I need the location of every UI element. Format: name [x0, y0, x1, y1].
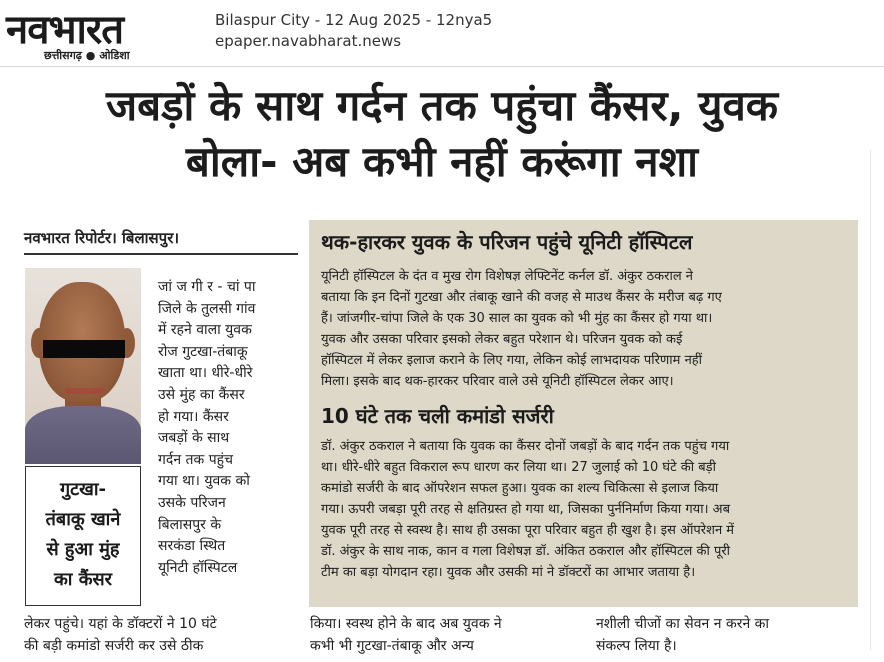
article-line: सरकंडा स्थित: [158, 538, 226, 555]
box-line: था। धीरे-धीरे बहुत विकराल रूप धारण कर लिया था। 27 जुलाई को 10 घंटे की बड़ी: [321, 460, 716, 475]
article-line: खाता था। धीरे-धीरे: [158, 365, 253, 382]
article-continuation-right: [596, 614, 860, 657]
article-line: नशीली चीजों का सेवन न करने का: [596, 616, 770, 632]
header-divider: [0, 66, 884, 67]
box-paragraph-2: [321, 436, 847, 583]
photo-shirt: [25, 406, 141, 464]
byline: नवभारत रिपोर्टर। बिलासपुर।: [24, 229, 180, 247]
article-line: रोज गुटखा-तंबाकू: [158, 343, 248, 360]
box-subheading-1: थक-हारकर युवक के परिजन पहुंचे यूनिटी हॉस्पिटल: [321, 230, 693, 254]
byline-divider: [24, 253, 298, 255]
box-line: युवक पूरी तरह से स्वस्थ है। साथ ही उसका पूरा परिवार बहुत ही खुश है। इस ऑपरेशन में: [321, 523, 735, 538]
box-line: युवक और उसका परिवार इसको लेकर बहुत परेशान थे। परिजन युवक को कई: [321, 332, 683, 347]
article-line: गर्दन तक पहुंच: [158, 451, 233, 468]
article-line: उसे मुंह का कैंसर: [158, 386, 245, 403]
info-box: [309, 220, 858, 607]
logo-text: नवभारत: [6, 7, 124, 53]
box-line: हैं। जांजगीर-चांपा जिले के एक 30 साल का युवक को भी मुंह का कैंसर हो गया था।: [321, 311, 713, 326]
article-line: किया। स्वस्थ होने के बाद अब युवक ने: [310, 616, 502, 632]
box-line: गया। ऊपरी जबड़ा पूरी तरह से क्षतिग्रस्त हो गया था, जिसका पुर्ननिर्माण किया गया। अब: [321, 502, 730, 517]
article-line: जां ज गी र - चां पा: [158, 279, 256, 295]
box-line: कमांडो सर्जरी के बाद ऑपरेशन सफल हुआ। युवक का शल्य चिकित्सा से इलाज किया: [321, 481, 719, 496]
box-line: बताया कि इन दिनों गुटखा और तंबाकू खाने की वजह से माउथ कैंसर के मरीज बढ़ गए: [321, 290, 722, 305]
masthead: [0, 0, 884, 66]
article-line: जिले के तुलसी गांव: [158, 300, 256, 317]
box-line: यूनिटी हॉस्पिटल के दंत व मुख रोग विशेषज्ञ लेफ्टिनेंट कर्नल डॉ. अंकुर ठकराल ने: [321, 269, 693, 284]
photo-eye-censor-bar: [43, 340, 125, 358]
article-line: में रहने वाला युवक: [158, 322, 252, 339]
right-edge-divider: [870, 150, 871, 650]
article-line: संकल्प लिया है।: [596, 637, 677, 654]
article-intro: [158, 277, 288, 579]
logo-subtitle: छत्तीसगढ़ ● ओडिशा: [44, 49, 130, 62]
box-line: मिला। इसके बाद थक-हारकर परिवार वाले उसे यूनिटी हॉस्पिटल लेकर आए।: [321, 374, 674, 389]
patient-photo: [25, 268, 141, 464]
edition-meta: [215, 10, 492, 52]
article-line: कभी भी गुटखा-तंबाकू और अन्य: [310, 637, 474, 654]
edition-line: Bilaspur City - 12 Aug 2025 - 12nya5: [215, 11, 493, 29]
article-line: हो गया। कैंसर: [158, 408, 229, 425]
photo-caption: [25, 466, 141, 606]
article-line: उसके परिजन: [158, 494, 226, 511]
box-line: डॉ. अंकुर के साथ नाक, कान व गला विशेषज्ञ डॉ. अंकित ठकराल और हॉस्पिटल की पूरी: [321, 544, 731, 559]
caption-line: तंबाकू खाने: [45, 509, 121, 530]
box-line: हॉस्पिटल में लेकर इलाज कराने के लिए गया, लेकिन कोई लाभदायक परिणाम नहीं: [321, 353, 703, 368]
article-line: यूनिटी हॉस्पिटल: [158, 559, 238, 576]
article-line: की बड़ी कमांडो सर्जरी कर उसे ठीक: [24, 637, 204, 654]
photo-scar: [65, 388, 105, 394]
article-line: गया था। युवक को: [158, 473, 250, 490]
newspaper-logo[interactable]: [4, 4, 200, 62]
caption-line: का कैंसर: [53, 569, 113, 590]
headline-line-2: बोला- अब कभी नहीं करूंगा नशा: [185, 137, 699, 186]
box-subheading-2: 10 घंटे तक चली कमांडो सर्जरी: [321, 404, 554, 428]
caption-line: गुटखा-: [59, 479, 107, 500]
headline-line-1: जबड़ों के साथ गर्दन तक पहुंचा कैंसर, युवक: [105, 81, 779, 130]
caption-line: से हुआ मुंह: [46, 539, 120, 560]
site-link[interactable]: epaper.navabharat.news: [215, 32, 402, 50]
box-line: डॉ. अंकुर ठकराल ने बताया कि युवक का कैंसर दोनों जबड़ों के बाद गर्दन तक पहुंच गया: [321, 439, 730, 454]
article-line: जबड़ों के साथ: [158, 430, 230, 447]
box-line: टीम का बड़ा योगदान रहा। युवक और उसकी मां ने डॉक्टरों का आभार जताया है।: [321, 565, 696, 580]
article-continuation-middle: [310, 614, 578, 657]
box-paragraph-1: [321, 266, 847, 392]
headline: [0, 78, 884, 190]
article-continuation-left: [24, 614, 290, 657]
article-line: बिलासपुर के: [158, 516, 222, 533]
article-line: लेकर पहुंचे। यहां के डॉक्टरों ने 10 घंटे: [24, 616, 217, 632]
